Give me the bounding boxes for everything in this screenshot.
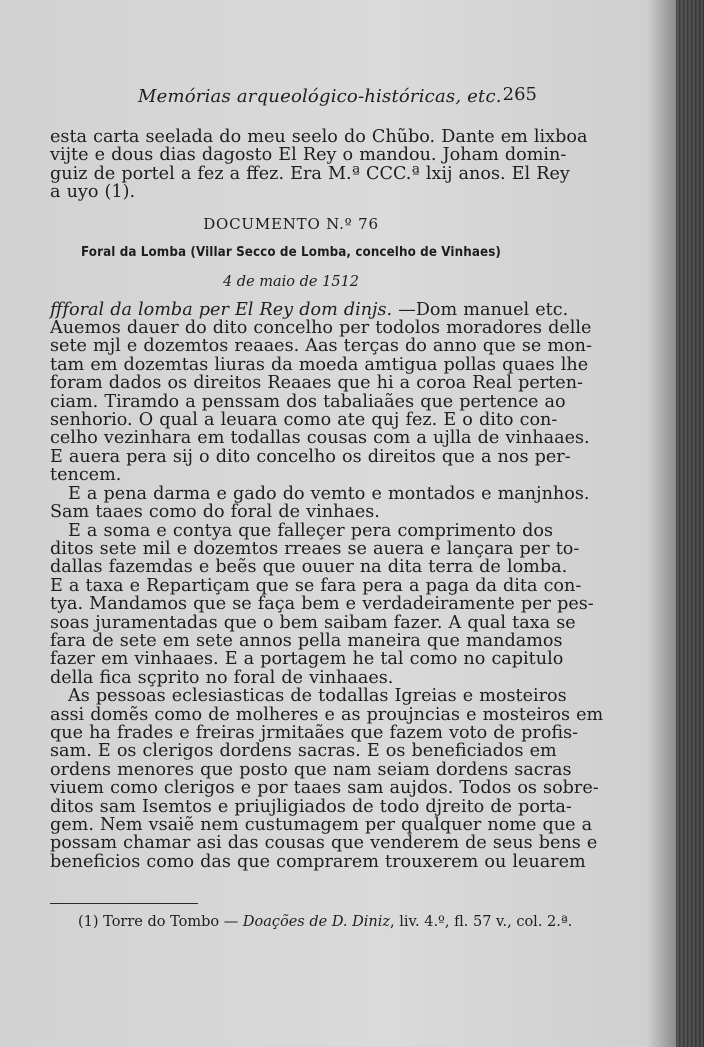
- opening-italic: ffforal da lomba per El Rey dom dinjs.: [50, 299, 393, 320]
- text-line: E a pena darma e gado do vemto e montados e manjnhos.: [68, 483, 590, 504]
- text-line: tencem.: [50, 465, 122, 486]
- text-line: sete mjl e dozemtos reaaes. Aas terças do anno que se mon-: [50, 336, 592, 357]
- text-line: possam chamar asi das cousas que venderem de seus bens e: [50, 833, 598, 854]
- text-line: vijte e dous dias dagosto El Rey o mandou. Joham domin-: [50, 145, 567, 166]
- page-content: [50, 80, 604, 931]
- text-line: a uyo (1).: [50, 182, 136, 203]
- text-line: ditos sete mil e dozemtos rreaes se auera e lançara per to-: [50, 538, 580, 559]
- text-line: E a soma e contya que falleçer pera comprimento dos: [68, 520, 553, 541]
- footnote: [50, 914, 573, 931]
- text-line: Auemos dauer do dito concelho per todolos moradores delle: [50, 318, 592, 339]
- text-line: viuem como clerigos e por taaes sam aujdos. Todos os sobre-: [50, 778, 599, 799]
- running-head: [50, 80, 537, 110]
- text-line: gem. Nem vsaiẽ nem custumagem per qualquer nome que a: [50, 815, 593, 835]
- text-line: tam em dozemtas liuras da moeda amtigua pollas quaes lhe: [50, 354, 589, 375]
- paragraph-1: [50, 299, 592, 486]
- footnote-marker: (1) Torre do Tombo —: [78, 914, 243, 931]
- text-line: foram dados os direitos Reaaes que hi a coroa Real perten-: [50, 373, 583, 394]
- book-edge: [676, 0, 704, 1047]
- text-line: dallas fazemdas e beẽs que ouuer na dita terra de lomba.: [50, 557, 568, 578]
- text-line: senhorio. O qual a leuara como ate quj fez. E o dito con-: [50, 410, 558, 431]
- text-line: fazer em vinhaaes. E a portagem he tal como no capitulo: [50, 649, 564, 670]
- document-date: 4 de maio de 1512: [222, 273, 360, 290]
- paragraph-3: [50, 520, 594, 688]
- paragraph-4: [50, 686, 604, 872]
- text-line: As pessoas eclesiasticas de todallas Igreias e mosteiros: [68, 686, 567, 707]
- text-line: guiz de portel a fez a ffez. Era M.ª CCC.ª lxij anos. El Rey: [50, 163, 570, 184]
- text-line: esta carta seelada do meu seelo do Chũbo. Dante em lixboa: [50, 127, 588, 147]
- running-title: Memórias arqueológico-históricas, etc.: [138, 86, 502, 107]
- text-line: celho vezinhara em todallas cousas com a ujlla de vinhaaes.: [50, 428, 590, 449]
- text-line: ordens menores que posto que nam seiam dordens sacras: [50, 759, 572, 780]
- text-line: que ha frades e freiras jrmitaães que fazem voto de profis-: [50, 722, 579, 743]
- document-title: Foral da Lomba (Villar Secco de Lomba, concelho de Vinhaes): [81, 244, 501, 260]
- footnote-source: Doações de D. Diniz: [242, 914, 391, 931]
- text-line: E auera pera sij o dito concelho os direitos que a nos per-: [50, 446, 571, 467]
- text-line: Sam taaes como do foral de vinhaes.: [50, 502, 380, 523]
- opening-rest: —Dom manuel etc.: [398, 299, 569, 320]
- text-line: sam. E os clerigos dordens sacras. E os beneficiados em: [50, 741, 557, 762]
- document-number: DOCUMENTO N.º 76: [203, 214, 379, 233]
- text-line: fara de sete em sete annos pella maneira que mandamos: [50, 630, 563, 651]
- text-line: ciam. Tiramdo a penssam dos tabaliaães que pertence ao: [50, 391, 566, 412]
- text-line: ditos sam Isemtos e priujligiados de todo djreito de porta-: [50, 796, 572, 817]
- text-line: soas juramentadas que o bem saibam fazer. A qual taxa se: [50, 612, 576, 633]
- text-line: assi domẽs como de molheres e as proujncias e mosteiros em: [50, 704, 604, 725]
- footnote-rule: [50, 903, 198, 904]
- footnote-rest: , liv. 4.º, fl. 57 v., col. 2.ª.: [390, 914, 573, 931]
- text-line: [50, 299, 569, 320]
- text-line: E a taxa e Repartiçam que se fara pera a paga da dita con-: [50, 575, 582, 596]
- text-line: della fica sçprito no foral de vinhaaes.: [50, 667, 394, 688]
- text-line: beneficios como das que comprarem trouxerem ou leuarem: [50, 851, 586, 872]
- page-number: 265: [502, 84, 537, 105]
- paragraph-2: [50, 483, 590, 523]
- intro-paragraph: [50, 127, 588, 203]
- text-line: tya. Mandamos que se faça bem e verdadeiramente per pes-: [50, 594, 594, 615]
